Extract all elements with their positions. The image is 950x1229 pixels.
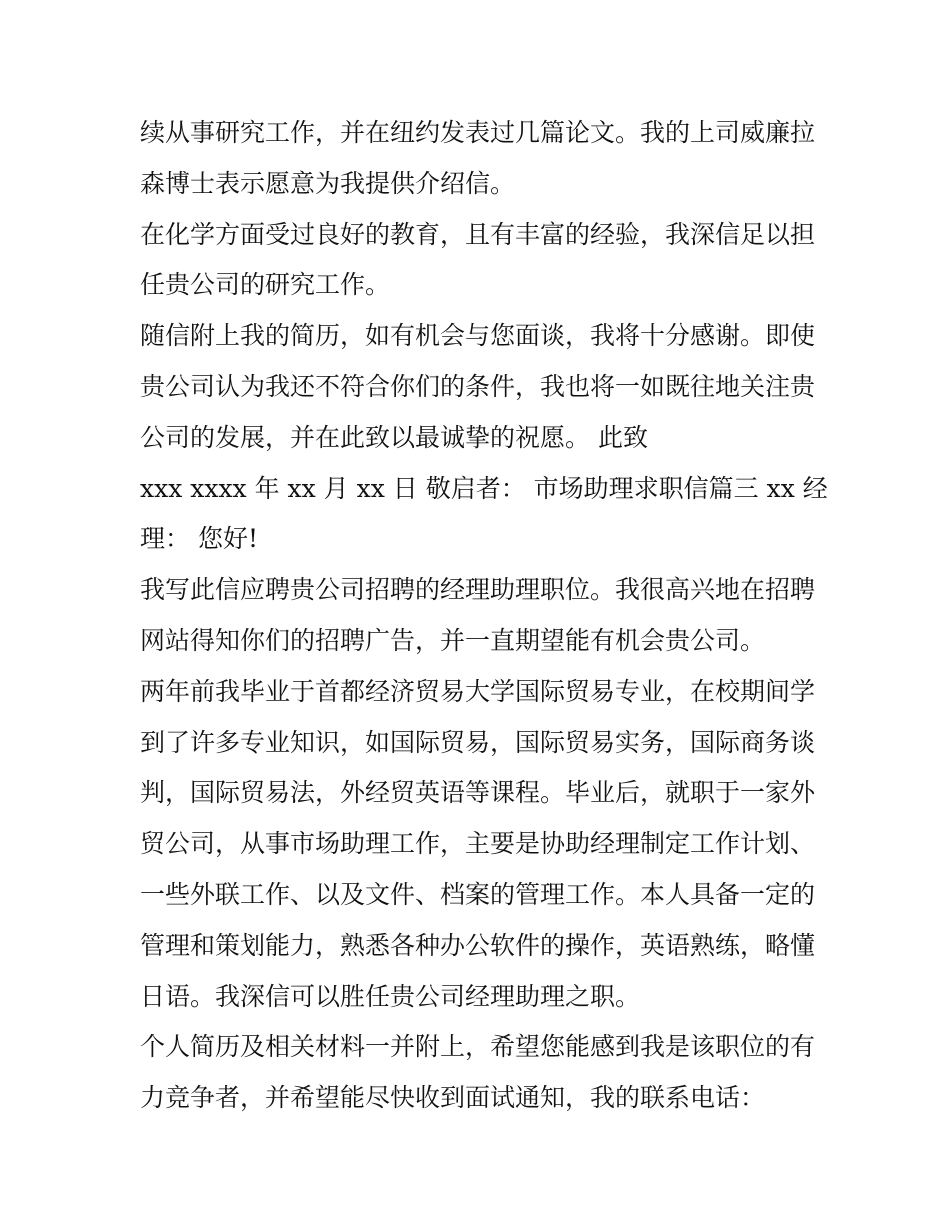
text-line: 日语。我深信可以胜任贵公司经理助理之职。 (140, 981, 641, 1011)
text-line: 贸公司，从事市场助理工作，主要是协助经理制定工作计划、 (140, 829, 816, 859)
text-line: 理： 您好! (140, 524, 258, 554)
text-line: 在化学方面受过良好的教育，且有丰富的经验，我深信足以担 (140, 219, 816, 249)
text-line: 判，国际贸易法，外经贸英语等课程。毕业后，就职于一家外 (140, 778, 816, 808)
letter-body (140, 108, 828, 1124)
text-line: xxx xxxx 年 xx 月 xx 日 敬启者： 市场助理求职信篇三 xx 经 (140, 473, 828, 503)
text-line: 续从事研究工作，并在纽约发表过几篇论文。我的上司威廉拉 (140, 118, 816, 147)
text-line: 我写此信应聘贵公司招聘的经理助理职位。我很高兴地在招聘 (140, 575, 816, 605)
text-line: 随信附上我的简历，如有机会与您面谈，我将十分感谢。即使 (140, 321, 816, 351)
text-line: 公司的发展，并在此致以最诚挚的祝愿。 此致 (140, 422, 648, 452)
text-line: 两年前我毕业于首都经济贸易大学国际贸易专业，在校期间学 (140, 676, 816, 706)
text-line: 网站得知你们的招聘广告，并一直期望能有机会贵公司。 (140, 625, 766, 655)
text-line: 力竞争者，并希望能尽快收到面试通知，我的联系电话： (140, 1083, 766, 1113)
text-line: 管理和策划能力，熟悉各种办公软件的操作，英语熟练，略懂 (140, 930, 816, 960)
text-line: 贵公司认为我还不符合你们的条件，我也将一如既往地关注贵 (140, 371, 816, 401)
text-line: 森博士表示愿意为我提供介绍信。 (140, 168, 516, 198)
text-line: 到了许多专业知识，如国际贸易，国际贸易实务，国际商务谈 (140, 727, 816, 757)
text-line: 个人简历及相关材料一并附上，希望您能感到我是该职位的有 (140, 1032, 816, 1062)
text-line: 一些外联工作、以及文件、档案的管理工作。本人具备一定的 (140, 879, 816, 909)
text-line: 任贵公司的研究工作。 (140, 270, 391, 300)
